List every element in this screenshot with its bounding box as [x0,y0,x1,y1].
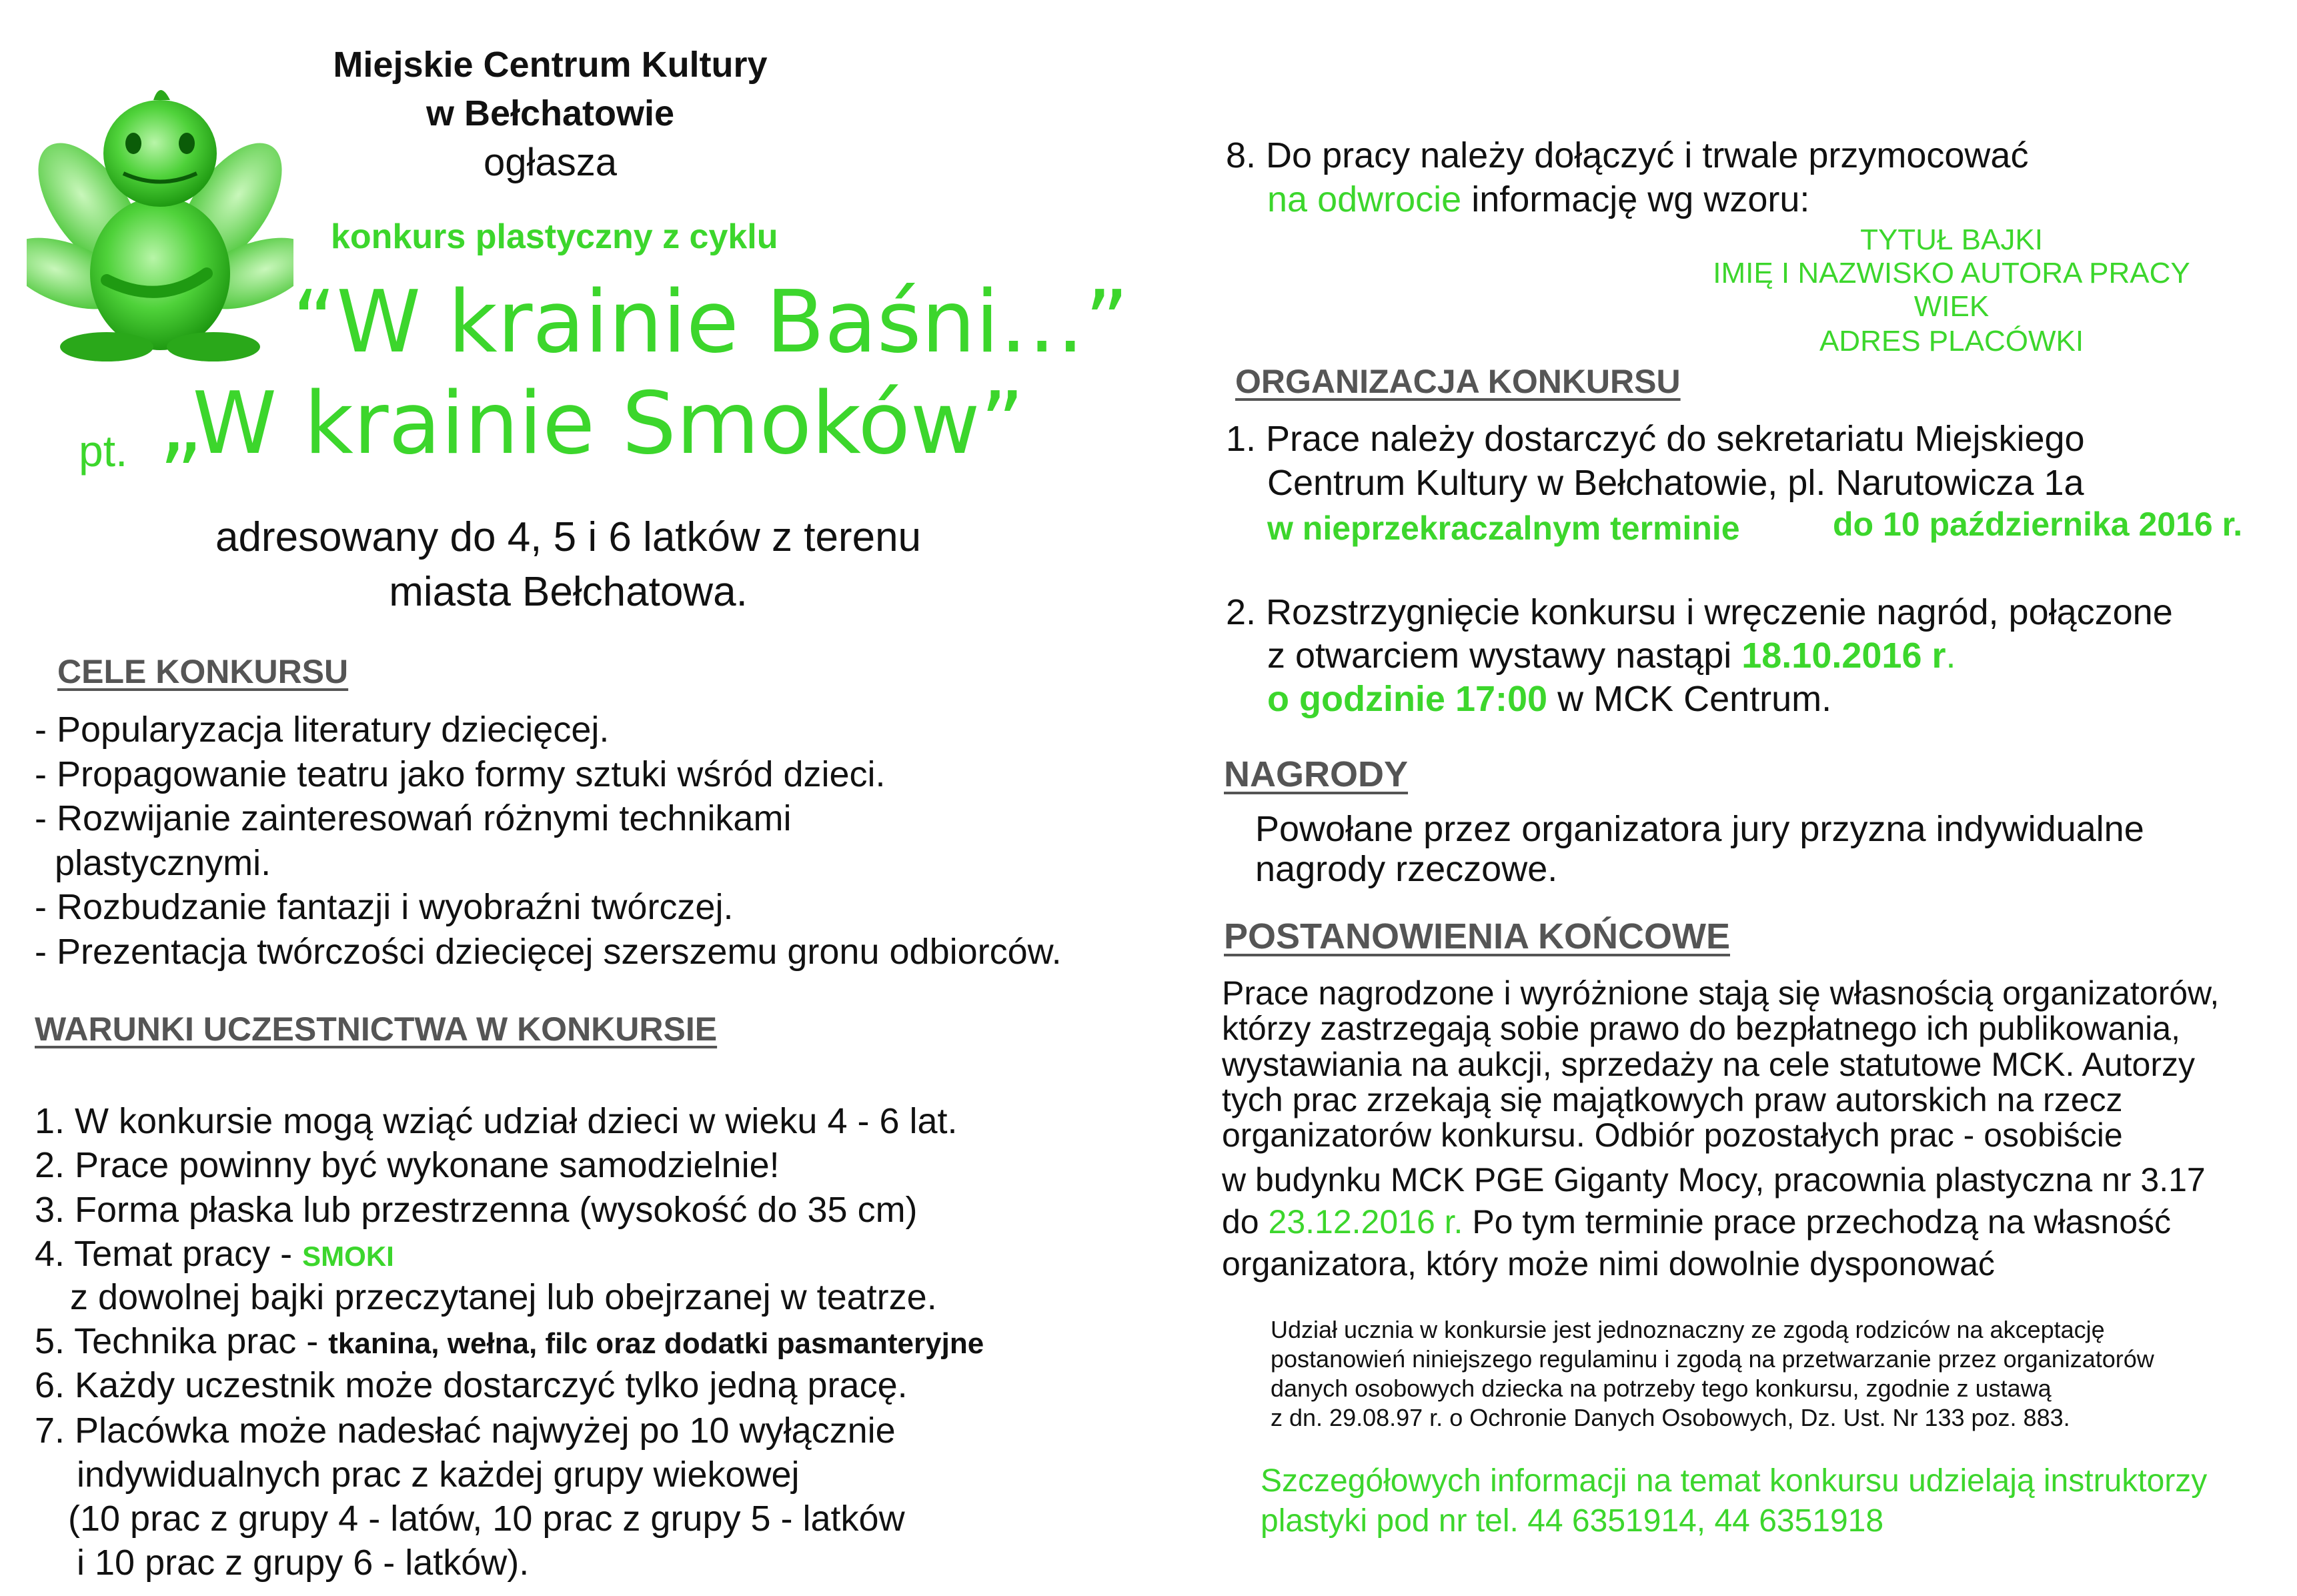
org-name-line2: w Bełchatowie [426,93,675,133]
organization-item-1-line2: Centrum Kultury w Bełchatowie, pl. Narutowicza 1a [1267,463,2084,503]
label-template-line: WIEK [1913,290,1990,323]
title-pt-label: pt. [79,426,128,476]
organization-item-2-line3 [1267,678,1831,720]
condition-item-6: 6. Każdy uczestnik może dostarczyć tylko jedną pracę. [35,1365,908,1405]
org-name-line1: Miejskie Centrum Kultury [333,45,768,85]
label-template-line: TYTUŁ BAJKI [1860,223,2043,256]
audience-line1: adresowany do 4, 5 i 6 latków z terenu [215,514,922,560]
condition-item-7-line3: (10 prac z grupy 4 - latów, 10 prac z grupy 5 - latków [68,1499,905,1539]
goal-item: plastycznymi. [55,843,271,883]
final-line: organizatorów konkursu. Odbiór pozostałych prac - osobiście [1222,1116,2123,1154]
goal-item: - Prezentacja twórczości dziecięcej szerszemu gronu odbiorców. [35,932,1062,972]
goal-item: - Popularyzacja literatury dziecięcej. [35,710,610,750]
consent-line: danych osobowych dziecka na potrzeby tego konkursu, zgodnie z ustawą [1271,1375,2052,1402]
prizes-line2: nagrody rzeczowe. [1255,849,1558,889]
contact-line2: plastyki pod nr tel. 44 6351914, 44 6351918 [1261,1503,1884,1539]
condition-item-5-prefix: 5. Technika prac - [35,1321,329,1361]
final-line: w budynku MCK PGE Giganty Mocy, pracownia plastyczna nr 3.17 [1222,1161,2206,1199]
final-pickup-line [1222,1203,2171,1241]
condition-item-2: 2. Prace powinny być wykonane samodzielnie! [35,1145,780,1185]
organization-item-2-line1: 2. Rozstrzygnięcie konkursu i wręczenie nagród, połączone [1226,592,2173,632]
condition-item-8-rest: informację wg wzoru: [1461,179,1810,219]
pickup-rest: Po tym terminie prace przechodzą na własność [1463,1203,2172,1241]
organization-item-1-line1: 1. Prace należy dostarczyć do sekretariatu Miejskiego [1226,419,2085,459]
condition-item-7-line4: i 10 prac z grupy 6 - latków). [77,1543,530,1583]
condition-item-4 [35,1233,394,1275]
contact-line1: Szczegółowych informacji na temat konkursu udzielają instruktorzy [1261,1463,2208,1499]
condition-item-3: 3. Forma płaska lub przestrzenna (wysokość do 35 cm) [35,1190,918,1230]
exhibition-date-dot: . [1946,636,1956,676]
condition-item-5 [35,1321,984,1362]
organization-heading: ORGANIZACJA KONKURSU [1235,363,1681,400]
exhibition-time: o godzinie 17:00 [1267,679,1548,719]
consent-line: Udział ucznia w konkursie jest jednoznaczny ze zgodą rodziców na akceptację [1271,1316,2105,1343]
consent-line: postanowień niniejszego regulaminu i zgodą na przetwarzanie przez organizatorów [1271,1345,2154,1373]
technique-list: tkanina, wełna, filc oraz dodatki pasmanteryjne [328,1327,984,1360]
announces-text: ogłasza [484,141,617,184]
label-template-line: IMIĘ I NAZWISKO AUTORA PRACY [1713,257,2190,289]
consent-line: z dn. 29.08.97 r. o Ochronie Danych Osobowych, Dz. Ust. Nr 133 poz. 883. [1271,1404,2070,1431]
final-heading: POSTANOWIENIA KOŃCOWE [1224,916,1730,956]
title-main: “W krainie Baśni…” [292,273,1129,372]
deadline-date: do 10 października 2016 r. [1833,506,2243,543]
pickup-prefix: do [1222,1203,1269,1241]
goal-item: - Rozwijanie zainteresowań różnymi technikami [35,798,792,838]
exhibition-date: 18.10.2016 r [1741,636,1946,676]
condition-item-8-line2 [1267,179,1809,220]
condition-item-7-line1: 7. Placówka może nadesłać najwyżej po 10 wyłącznie [35,1411,896,1451]
final-line: wystawiania na aukcji, sprzedaży na cele statutowe MCK. Autorzy [1222,1046,2196,1083]
deadline-label: w nieprzekraczalnym terminie [1267,510,1740,547]
final-last-line: organizatora, który może nimi dowolnie dysponować [1222,1245,1995,1283]
goal-item: - Rozbudzanie fantazji i wyobraźni twórczej. [35,887,734,927]
final-line: tych prac zrzekają się majątkowych praw autorskich na rzecz [1222,1081,2123,1118]
prizes-heading: NAGRODY [1224,754,1409,794]
final-line: Prace nagrodzone i wyróżnione stają się własnością organizatorów, [1222,974,2220,1012]
condition-item-4-line2: z dowolnej bajki przeczytanej lub obejrzanej w teatrze. [70,1277,937,1317]
dragon-mascot-icon [27,73,293,367]
conditions-heading: WARUNKI UCZESTNICTWA W KONKURSIE [35,1010,718,1048]
condition-item-4-prefix: 4. Temat pracy - [35,1234,303,1274]
audience-line2: miasta Bełchatowa. [389,569,748,615]
exhibition-text: z otwarciem wystawy nastąpi [1267,636,1742,676]
on-back-text: na odwrocie [1267,179,1462,219]
title-sub: „W krainie Smoków” [159,374,1024,474]
prizes-line1: Powołane przez organizatora jury przyzna indywidualne [1255,809,2144,849]
goal-item: - Propagowanie teatru jako formy sztuki wśród dzieci. [35,754,886,794]
contest-subtitle: konkurs plastyczny z cyklu [331,217,778,256]
exhibition-place: w MCK Centrum. [1547,679,1832,719]
pickup-date: 23.12.2016 r. [1268,1203,1463,1241]
condition-item-1: 1. W konkursie mogą wziąć udział dzieci w wieku 4 - 6 lat. [35,1101,958,1141]
topic-smoki: SMOKI [302,1241,394,1272]
condition-item-7-line2: indywidualnych prac z każdej grupy wiekowej [77,1455,800,1495]
final-line: którzy zastrzegają sobie prawo do bezpłatnego ich publikowania, [1222,1010,2180,1047]
organization-item-2-line2 [1267,635,1956,676]
label-template-line: ADRES PLACÓWKI [1819,325,2084,357]
condition-item-8-line1: 8. Do pracy należy dołączyć i trwale przymocować [1226,135,2029,175]
goals-heading: CELE KONKURSU [57,653,349,690]
